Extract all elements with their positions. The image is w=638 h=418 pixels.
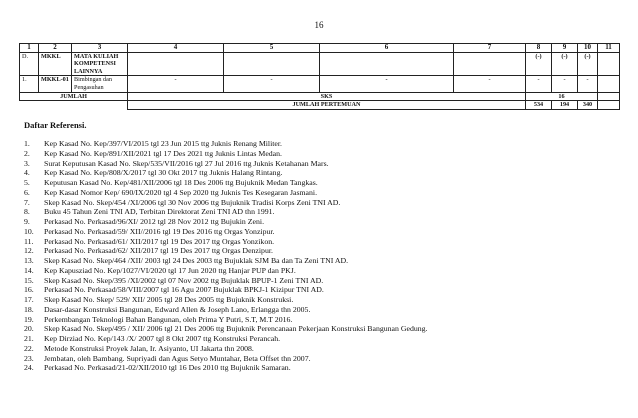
list-item-number: 23.: [24, 353, 34, 363]
list-item: [24, 266, 428, 276]
list-item-number: 12.: [24, 246, 34, 256]
list-item-number: 13.: [24, 256, 34, 265]
table-cell: -: [552, 76, 578, 92]
table-cell: (-): [552, 52, 578, 76]
table-cell: [598, 52, 620, 76]
list-item-number: 21.: [24, 334, 34, 343]
list-item-text: Skep Kasad No. Skep/464 /XII/ 2003 tgl 24 Des 2003 ttg Bujuklak SJM Ba dan Ta Zeni TNI AD.: [44, 256, 349, 265]
list-item-text: Surat Keputusan Kasad No. Skep/535/VII/2016 tgl 27 Jul 2016 ttg Juknis Ketahanan Mars.: [44, 158, 329, 168]
jumlah-label: JUMLAH: [20, 92, 128, 101]
table-row: [20, 52, 620, 76]
list-item-number: 9.: [24, 217, 30, 226]
list-item-text: Perkasad No. Perkasad/61/ XII/2017 tgl 19 Des 2017 ttg Orgas Yonzikon.: [44, 236, 275, 246]
list-item: [24, 237, 428, 247]
table-row: [20, 76, 620, 92]
jp-value: 194: [552, 101, 578, 110]
list-item-number: 15.: [24, 275, 34, 285]
list-item-number: 20.: [24, 324, 34, 334]
list-item-text: Skep Kasad No. Skep/495 / XII/ 2006 tgl 21 Des 2006 ttg Bujuknik Perencanaan Pekerjaan Konstruksi Bangunan Gedung.: [44, 324, 428, 334]
list-item: [24, 276, 428, 286]
page-number: 16: [314, 20, 324, 30]
list-item: [24, 246, 428, 256]
list-item: [24, 198, 428, 208]
col-header: 1: [20, 44, 39, 53]
list-item: [24, 315, 428, 325]
list-item-text: Skep Kasad No. Skep/ 529/ XII/ 2005 tgl 28 Des 2005 ttg Bujuknik Konstruksi.: [44, 295, 294, 304]
jp-value: 534: [526, 101, 552, 110]
list-item: [24, 324, 428, 334]
list-item-text: Kep Kasad Nomor Kep/ 690/IX/2020 tgl 4 Sep 2020 ttg Juknis Tes Kesegaran Jasmani.: [44, 187, 318, 197]
list-item: [24, 285, 428, 295]
list-item-text: Kep Kasad No. Kep/808/X/2017 tgl 30 Okt 2017 ttg Juknis Halang Rintang.: [44, 168, 283, 178]
table-cell: MKKL-01: [39, 76, 72, 92]
list-item-number: 17.: [24, 295, 34, 304]
col-header: 11: [598, 44, 620, 53]
list-item-number: 4.: [24, 168, 30, 178]
col-header: 4: [128, 44, 224, 53]
list-item-text: Keputusan Kasad No. Kep/481/XII/2006 tgl 18 Des 2006 ttg Bujuknik Medan Tangkas.: [44, 178, 318, 187]
col-header: 2: [39, 44, 72, 53]
table-cell: -: [224, 76, 320, 92]
list-item-text: Perkasad No. Perkasad/21-02/XII/2010 tgl 16 Des 2010 ttg Bujuknik Samaran.: [44, 363, 291, 373]
list-item-text: Dasar-dasar Konstruksi Bangunan, Edward Allen & Joseph Lano, Erlangga thn 2005.: [44, 304, 311, 314]
list-item-text: Metode Konstruksi Proyek Jalan, Ir. Asiyanto, UI Jakarta thn 2008.: [44, 343, 254, 353]
table-cell: D.: [20, 52, 39, 76]
list-item-text: Perkasad No. Perkasad/59/ XII//2016 tgl 19 Des 2016 ttg Orgas Yonzipur.: [44, 226, 275, 236]
list-item-text: Perkasad No. Perkasad/58/VIII/2007 tgl 16 Agu 2007 Bujuklak BPKJ-1 Kizipur TNI AD.: [44, 285, 324, 295]
list-item-number: 5.: [24, 178, 30, 187]
list-item: [24, 363, 428, 373]
list-item-number: 11.: [24, 236, 34, 246]
table-cell: [598, 76, 620, 92]
list-item-number: 18.: [24, 304, 34, 314]
sks-label: SKS: [128, 92, 526, 101]
list-item: [24, 188, 428, 198]
list-item-number: 14.: [24, 265, 34, 275]
table-header-row: [20, 44, 620, 53]
list-item-text: Jembatan, oleh Bambang. Supriyadi dan Agus Setyo Muntahar, Beta Offset thn 2007.: [44, 353, 311, 363]
col-header: 10: [578, 44, 598, 53]
list-item: [24, 149, 428, 159]
table-cell: [20, 101, 128, 110]
table-cell: [128, 52, 224, 76]
list-item-number: 6.: [24, 187, 30, 197]
list-item-text: Perkasad No. Perkasad/96/XI/ 2012 tgl 28 Nov 2012 ttg Bujukin Zeni.: [44, 217, 265, 226]
table-cell: 1.: [20, 76, 39, 92]
table-cell: [224, 52, 320, 76]
list-item: [24, 217, 428, 227]
list-item-number: 24.: [24, 363, 34, 373]
list-item-number: 3.: [24, 158, 30, 168]
sks-value: 16: [526, 92, 598, 101]
list-item-text: Skep Kasad No. Skep/395 /XI/2002 tgl 07 Nov 2002 ttg Bujuklak BPUP-1 Zeni TNI AD.: [44, 275, 324, 285]
table-cell: (-): [526, 52, 552, 76]
col-header: 9: [552, 44, 578, 53]
list-item-text: Kep Dirziad No. Kep/143 /X/ 2007 tgl 8 Okt 2007 ttg Konstruksi Perancah.: [44, 334, 281, 343]
table-row: [20, 92, 620, 101]
table-cell: -: [320, 76, 454, 92]
list-item-number: 16.: [24, 285, 34, 295]
list-item-number: 2.: [24, 148, 30, 158]
table-cell: [320, 52, 454, 76]
table-cell: [598, 101, 620, 110]
list-item: [24, 295, 428, 305]
references-title: Daftar Referensi.: [24, 120, 87, 130]
list-item-number: 7.: [24, 197, 30, 207]
list-item-number: 10.: [24, 226, 34, 236]
table-cell: -: [128, 76, 224, 92]
list-item: [24, 168, 428, 178]
list-item: [24, 159, 428, 169]
list-item: [24, 344, 428, 354]
list-item: [24, 139, 428, 149]
list-item-text: Perkasad No. Perkasad/62/ XII/2017 tgl 19 Des 2017 ttg Orgas Denzipur.: [44, 246, 273, 256]
col-header: 7: [454, 44, 526, 53]
col-header: 8: [526, 44, 552, 53]
references-list: [24, 139, 428, 373]
list-item-text: Kep Kasad No. Kep/397/VI/2015 tgl 23 Jun 2015 ttg Juknis Renang Militer.: [44, 139, 283, 148]
list-item-number: 22.: [24, 343, 34, 353]
table-cell: MATA KULIAH KOMPETENSI LAINNYA: [72, 52, 128, 76]
col-header: 6: [320, 44, 454, 53]
list-item-number: 19.: [24, 314, 34, 324]
list-item: [24, 354, 428, 364]
jumlah-pertemuan-label: JUMLAH PERTEMUAN: [128, 101, 526, 110]
list-item: [24, 334, 428, 344]
curriculum-table: [19, 43, 620, 110]
list-item: [24, 207, 428, 217]
list-item-text: Skep Kasad No. Skep/454 /XI/2006 tgl 30 Nov 2006 ttg Bujuknik Tradisi Korps Zeni TNI AD.: [44, 197, 341, 207]
table-cell: MKKL: [39, 52, 72, 76]
table-row: [20, 101, 620, 110]
list-item-text: Kep Kasad No. Kep/891/XII/2021 tgl 17 Des 2021 ttg Juknis Lintas Medan.: [44, 148, 282, 158]
col-header: 3: [72, 44, 128, 53]
jp-value: 340: [578, 101, 598, 110]
table-cell: -: [454, 76, 526, 92]
table-cell: -: [578, 76, 598, 92]
list-item-text: Perkembangan Teknologi Bahan Bangunan, oleh Prima Y Putri, S.T, M.T 2016.: [44, 314, 293, 324]
list-item-number: 1.: [24, 139, 30, 148]
list-item: [24, 305, 428, 315]
table-cell: -: [526, 76, 552, 92]
table-cell: Bimbingan dan Pengasuhan: [72, 76, 128, 92]
table-cell: [598, 92, 620, 101]
list-item: [24, 256, 428, 266]
list-item-number: 8.: [24, 207, 30, 217]
table-cell: (-): [578, 52, 598, 76]
col-header: 5: [224, 44, 320, 53]
list-item: [24, 227, 428, 237]
list-item-text: Buku 45 Tahun Zeni TNI AD, Terbitan Direktorat Zeni TNI AD thn 1991.: [44, 207, 275, 217]
list-item: [24, 178, 428, 188]
list-item-text: Kep Kapusziad No. Kep/1027/VI/2020 tgl 17 Jun 2020 ttg Hanjar PUP dan PKJ.: [44, 265, 296, 275]
table-cell: [454, 52, 526, 76]
